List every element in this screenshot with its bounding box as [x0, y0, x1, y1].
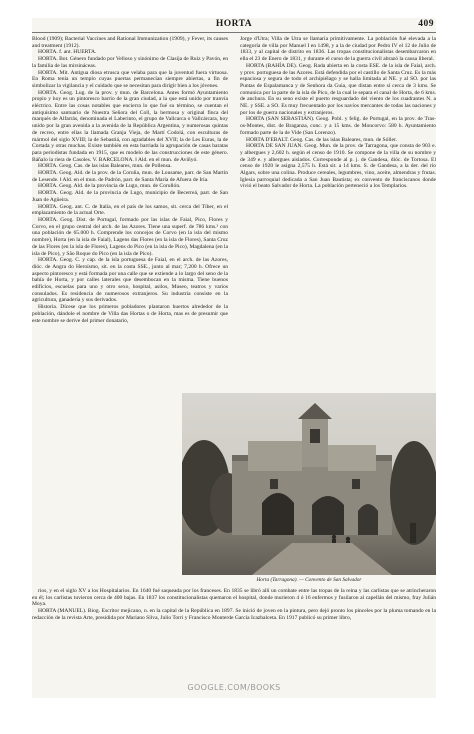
entry: HORTA. Geog. C. y cap. de la isla portuguesa de Faial, en el arch. de las Azores, dióc. de Angra do Heroísmo, sit. en la costa SSE., junto al mar; 7,200 h. Ofrece un aspecto pintoresco y está formada por una calle que se extiende a lo largo del seno de la bahía de Horta, y por calles laterales que desembocan en la misma. Tiene buenos edificios, escuelas para uno y otro sexo, hospital, asilos, Museo, teatros y varios consulados. Es residencia de numerosos extranjeros. Su industria consiste en la agricultura, ganadería y sus derivados.	[32, 257, 228, 304]
book-page	[32, 18, 436, 698]
paragraph: Jorge d'Utra; Villa de Utra se llamaría primitivamente. La población fué elevada a la categoría de villa por Manuel I en 1498, y a la de ciudad por Pedro IV el 12 de Julio de 1833, y al capital de distrito en 1836. Las tropas constitucionalistas desembarcaron en ella el 23 de Enero de 1831, y durante el curso de la guerra civil abrazó la causa liberal.	[240, 36, 436, 63]
entry: HORTA. Geog. Ald. de la prov. de la Coruña, mun. de Lousame, parr. de San Martín de Lesende. ‖ Ald. en el mun. de Padrón, parr. de Santa María de Afuera de Iria.	[32, 170, 228, 183]
entry: HORTA. Geog. Ald. de la provincia de Lugo, municipio de Becerreá, parr. de San Juan de Agüeira.	[32, 190, 228, 203]
entry: HORTA. f. ant. HUERTA.	[38, 49, 97, 56]
photo-caption: Horta (Tarragona). — Convento de San Salvador	[256, 577, 362, 583]
header-rule	[32, 32, 436, 33]
right-column	[240, 36, 436, 391]
entry: HORTA. Geog. ant. C. de Italia, en el país de los samos, sit. cerca del Tíber, en el emplazamiento de la actual Orte.	[32, 203, 228, 217]
paragraph: Blood (1909); Bacterial Vaccines and Rational Immunization (1909), y Fever, its causes and treatment (1912).	[32, 36, 228, 49]
bottom-text	[32, 588, 436, 622]
header-title: HORTA	[215, 19, 253, 29]
entry: HORTA (SAN SEBASTIÁN). Geog. Pobl. y felig. de Portugal, en la prov. de Tras-os-Montes, dist. de Braganza, conc. y a 15 kms. de Moncorvo: 580 h. Ayuntamiento formado parte de la de Vide (San Lorenzo).	[240, 116, 436, 136]
entry: HORTA. Geog. Dist. de Portugal, formado por las islas de Faial, Pico, Flores y Corvo, en el grupo central del arch. de las Azores. Tiene una superf. de 786 kms.² con una población de 65.000 h. Comprende los concejos de Corvo (en la isla del mismo nombre), Horta (en la isla de Faial), Lagens das Flores (en la isla de Flores), Santa Cruz de las Flores (en la isla de Flores), Lagens do Pico (en la isla de Pico), Magdalena (en la isla de Pico), y São Roque do Pico (en la isla de Pico).	[32, 216, 228, 257]
page-number: 409	[418, 19, 434, 29]
left-column	[32, 36, 228, 324]
paragraph: rios, y en el siglo XV a los Hospitalarios. En 1640 fué saqueada por los franceses. En 1835 se libró allí un combate entre las tropas de la reina y las carlistas que se atrincheraron en él; los carlistas tuvieron cerca de 400 bajas. En 1837 los constitucionalistas quemaron el hospital, donde murieron 4 ó 16 enfermos y fusilaron al capellán del mismo, fray Julián Moya.	[32, 588, 436, 608]
entry: HORTA DE SAN JUAN. Geog. Mun. de la prov. de Tarragona, que consta de 903 e. y albergues y 2,602 h. según el censo de 1910. Se compone de la villa de su nombre y de 349 e. y albergues aislados. Corresponde al p. j. de Gandesa, dióc. de Tortosa. El censo de 1920 le asigna 2,575 h. Está sit. a 14 kms. S. de Gandesa, a la der. del río Algars, sobre una colina. Produce cereales, legumbres, vino, aceite, almendras y frutas. Iglesia parroquial dedicada a San Juan Bautista; ex convento de franciscanos donde vivió el beato Salvador de Horta. La población perteneció a los Templarios.	[240, 143, 436, 190]
entry: HORTA D'EBALT. Geog. Cas. de las islas Baleares, mun. de Sóller.	[246, 136, 397, 143]
entry: HORTA (MANUEL). Biog. Escritor mejicano, n. en la capital de la República en 1897. Se inició de joven en la pintura, pero dejó pronto los pinceles por la pluma tomando en la redacción de la revista Arte, presidida por Mariano Silva, Julio Torri y Francisco Monterde García Icazbalceta. En 1917 publicó su primer libro,	[32, 608, 436, 621]
convent-photo	[182, 393, 436, 575]
entry: HORTA. Geog. Cas. de las islas Baleares, mun. de Pollensa.	[38, 163, 172, 170]
entry: HORTA. Bot. Género fundado por Velloso y sinónimo de Clasija de Ruiz y Pavón, en la familia de las mirsináceas.	[32, 56, 229, 69]
watermark-footer: GOOGLE.COM/BOOKS	[187, 683, 281, 692]
entry: HORTA (BAHÍA DE). Geog. Rada abierta en la costa ESE. de la isla de Faial, arch. y prov. portuguesa de las Azores. Está defendida por el castillo de Santa Cruz. Es la más espaciosa y segura de todo el archipiélago y se halla limitada al NE. y al SO. por las Puntas de Espalamanca y de Senhora da Guia, que distan entre sí cerca de 3 kms. Se comunica por la parte de la isla de Pico, de la cual le separa el canal de Horta, de 6 kms. de anchura. En su seno existe el puerto resguardado del viento de los cuadrantes N. a NE. y SSE. a SO. Es muy frecuentado por los navíos mercantes de todas las naciones y por los de guerra nacionales y extranjeros.	[240, 62, 436, 116]
entry: HORTA. Geog. Ald. de la provincia de Lugo, mun. de Corullón.	[38, 183, 181, 190]
entry: HORTA. Geog. Lug. de la prov. y mun. de Barcelona. Antes formó Ayuntamiento propio y hoy es un pintoresco barrio de la gran ciudad, a la que está unido por tranvía eléctrico. Entre las cosas notables que encierra lo que fué su término, se cuentan el antiquísimo santuario de Nuestra Señora del Coll, la hermosa y original finca del marqués de Alfarrás, denominada el Laberinto, el grupo de Vallcarca o Vallcárcara, hoy unido por la gran avenida a la avenida de la República Argentina, y numerosas quintas de recreo, entre ellas la llamada Granja Vieja, de Martí Codolá, con esculturas de mármol del siglo XVIII; la de Sebastiá, con agradables del XVII; la de Les Euras, la de Cortada y otras muchas. Existe también en esta barriada la agrupación de casas baratas para periodistas fundada en 1915, que es modelo de las construcciones de este género. Báñalo la riera de Casoles. V. BARCELONA. ‖ Ald. en el mun. de Aviñyó.	[32, 89, 228, 163]
running-header	[32, 18, 436, 32]
entry: HORTA. Mit. Antigua diosa etrusca que velaba para que la juventud fuera virtuosa. En Roma tenía un templo cuyas puertas permanecían siempre abiertas, a fin de simbolizar la vigilancia y el cuidado que se necesitan para dirigir bien a los jóvenes.	[32, 69, 228, 89]
convent-photo-image	[182, 393, 436, 575]
entry: Historia. Dícese que los primeros pobladores plantaron huertos alrededor de la población, dándole el nombre de Villa das Hortas o de Horta, mas es de presumir que este nombre se derive del primer donatario,	[32, 304, 228, 324]
